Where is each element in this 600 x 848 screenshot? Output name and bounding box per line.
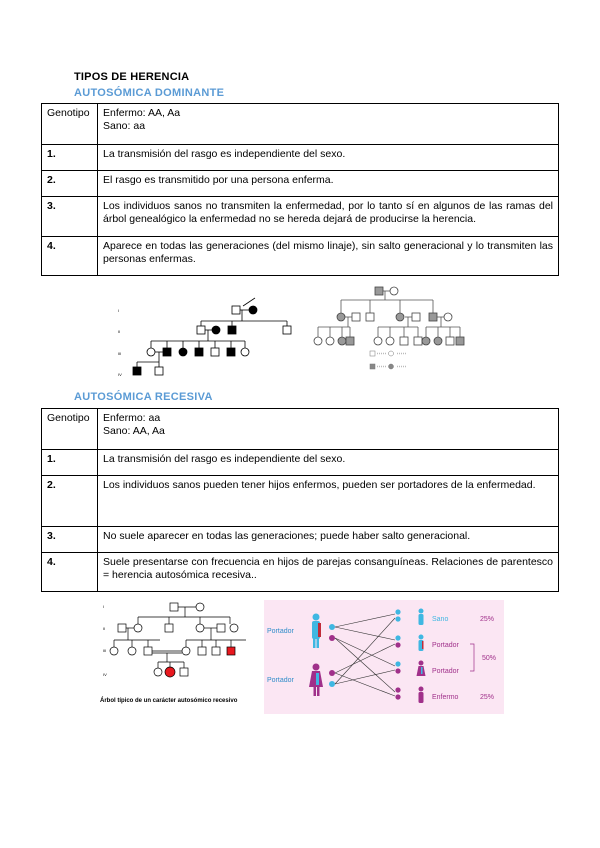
row-text: La transmisión del rasgo es independiente del sexo. — [98, 145, 559, 171]
pedigree-female-affected — [434, 337, 442, 345]
genotype-line: Enfermo: aa — [103, 412, 161, 424]
outcome-label: Sano — [432, 616, 449, 623]
row-number: 3. — [42, 527, 98, 553]
row-text: Los individuos sanos pueden tener hijos enfermos, pueden ser portadores de la enfermedad. — [98, 476, 559, 527]
table-row — [42, 527, 559, 553]
gamete-recessive — [329, 635, 335, 641]
pedigree-female — [154, 668, 162, 676]
percent-label: 50% — [482, 655, 497, 662]
pedigree-female — [314, 337, 322, 345]
pedigree-male — [118, 624, 126, 632]
pedigree-male — [283, 326, 291, 334]
pedigree-female — [326, 337, 334, 345]
pedigree-male-affected — [228, 326, 236, 334]
pedigree-male-affected — [429, 313, 437, 321]
pedigree-female — [128, 647, 136, 655]
figure-caption: Árbol típico de un carácter autosómico recesivo — [100, 698, 238, 704]
pedigree-male-affected — [227, 348, 235, 356]
table-row — [42, 104, 559, 145]
row-number: 4. — [42, 237, 98, 276]
diagram-background — [264, 600, 504, 714]
pedigree-male — [155, 367, 163, 375]
outcome-label: Portador — [432, 642, 459, 649]
dominant-pedigree-figure-2 — [308, 284, 478, 379]
generation-label: III — [118, 351, 122, 356]
percent-label: 25% — [480, 694, 495, 701]
pedigree-female-affected — [338, 337, 346, 345]
pedigree-male — [352, 313, 360, 321]
pedigree-male-affected — [456, 337, 464, 345]
pedigree-male — [366, 313, 374, 321]
gamete-dominant — [329, 681, 335, 687]
genotype-label: Genotipo — [42, 104, 98, 145]
section-title-dominante: AUTOSÓMICA DOMINANTE — [74, 87, 225, 99]
table-row — [42, 553, 559, 592]
pedigree-female — [134, 624, 142, 632]
pedigree-female-affected — [396, 313, 404, 321]
table-row — [42, 409, 559, 450]
row-number: 2. — [42, 171, 98, 197]
row-number: 1. — [42, 450, 98, 476]
pedigree-female — [444, 313, 452, 321]
pedigree-female — [196, 603, 204, 611]
percent-label: 25% — [480, 616, 495, 623]
gamete-dominant — [329, 624, 335, 630]
pedigree-female — [110, 647, 118, 655]
pedigree-female-affected — [179, 348, 187, 356]
genotype-line: Sano: AA, Aa — [103, 425, 165, 437]
dominant-pedigree-figure — [115, 296, 265, 386]
generation-label: IV — [118, 372, 122, 377]
pedigree-male — [211, 348, 219, 356]
row-text: Los individuos sanos no transmiten la enfermedad, por lo tanto sí en algunos de las ramas del árbol genealógico la enfermedad no se hereda dejará de producirse la herencia. — [98, 197, 559, 237]
row-number: 1. — [42, 145, 98, 171]
pedigree-female-affected — [422, 337, 430, 345]
pedigree-male — [144, 647, 152, 655]
generation-label: IV — [103, 672, 107, 677]
pedigree-male — [414, 337, 422, 345]
parent-label: Portador — [267, 677, 294, 684]
generation-label: III — [103, 648, 107, 653]
genotype-values — [98, 104, 559, 145]
outcome-label: Enfermo — [432, 694, 459, 701]
pedigree-legend — [370, 351, 406, 369]
pedigree-male-affected — [375, 287, 383, 295]
parent-label: Portador — [267, 628, 294, 635]
pedigree-female — [147, 348, 155, 356]
pedigree-female-affected — [165, 667, 175, 677]
genotype-line: Enfermo: AA, Aa — [103, 107, 181, 119]
pedigree-male — [165, 624, 173, 632]
row-text: La transmisión del rasgo es independiente del sexo. — [98, 450, 559, 476]
table-row — [42, 476, 559, 527]
pedigree-male — [217, 624, 225, 632]
pedigree-male-affected — [133, 367, 141, 375]
recessive-pedigree-figure — [100, 600, 265, 710]
row-text: Suele presentarse con frecuencia en hijos de parejas consanguíneas. Relaciones de parentesco = herencia autosómica recesiva.. — [98, 553, 559, 592]
pedigree-male — [412, 313, 420, 321]
generation-label: I — [118, 308, 120, 313]
row-text: No suele aparecer en todas las generaciones; puede haber salto generacional. — [98, 527, 559, 553]
outcome-label: Portador — [432, 668, 459, 675]
pedigree-male-affected — [195, 348, 203, 356]
table-row — [42, 145, 559, 171]
generation-label: II — [118, 329, 121, 334]
pedigree-male — [198, 647, 206, 655]
table-row — [42, 237, 559, 276]
row-number: 3. — [42, 197, 98, 237]
pedigree-male — [170, 603, 178, 611]
pedigree-female — [390, 287, 398, 295]
pedigree-male — [446, 337, 454, 345]
genotype-values — [98, 409, 559, 450]
pedigree-female — [230, 624, 238, 632]
carrier-cross-diagram — [264, 600, 504, 714]
gamete-recessive — [329, 670, 335, 676]
pedigree-male-affected — [346, 337, 354, 345]
genotype-label: Genotipo — [42, 409, 98, 450]
pedigree-male — [232, 306, 240, 314]
pedigree-female — [241, 348, 249, 356]
row-text: El rasgo es transmitido por una persona enferma. — [98, 171, 559, 197]
recesiva-table — [41, 408, 559, 592]
generation-label: II — [103, 626, 106, 631]
row-number: 4. — [42, 553, 98, 592]
genotype-line: Sano: aa — [103, 120, 146, 132]
pedigree-male — [197, 326, 205, 334]
table-row — [42, 450, 559, 476]
table-row — [42, 171, 559, 197]
pedigree-female — [374, 337, 382, 345]
pedigree-male — [400, 337, 408, 345]
pedigree-male — [212, 647, 220, 655]
pedigree-female — [196, 624, 204, 632]
dominante-table — [41, 103, 559, 276]
generation-label: I — [103, 604, 105, 609]
page-title: TIPOS DE HERENCIA — [74, 71, 190, 83]
section-title-recesiva: AUTOSÓMICA RECESIVA — [74, 391, 213, 403]
row-number: 2. — [42, 476, 98, 527]
pedigree-female-affected — [212, 326, 220, 334]
table-row — [42, 197, 559, 237]
pedigree-male-affected — [163, 348, 171, 356]
pedigree-female-affected — [337, 313, 345, 321]
pedigree-female — [182, 647, 190, 655]
pedigree-female — [386, 337, 394, 345]
pedigree-male-affected — [227, 647, 235, 655]
row-text: Aparece en todas las generaciones (del mismo linaje), sin salto generacional y lo transmiten las personas enfermas. — [98, 237, 559, 276]
pedigree-male — [180, 668, 188, 676]
pedigree-female-affected — [249, 306, 257, 314]
